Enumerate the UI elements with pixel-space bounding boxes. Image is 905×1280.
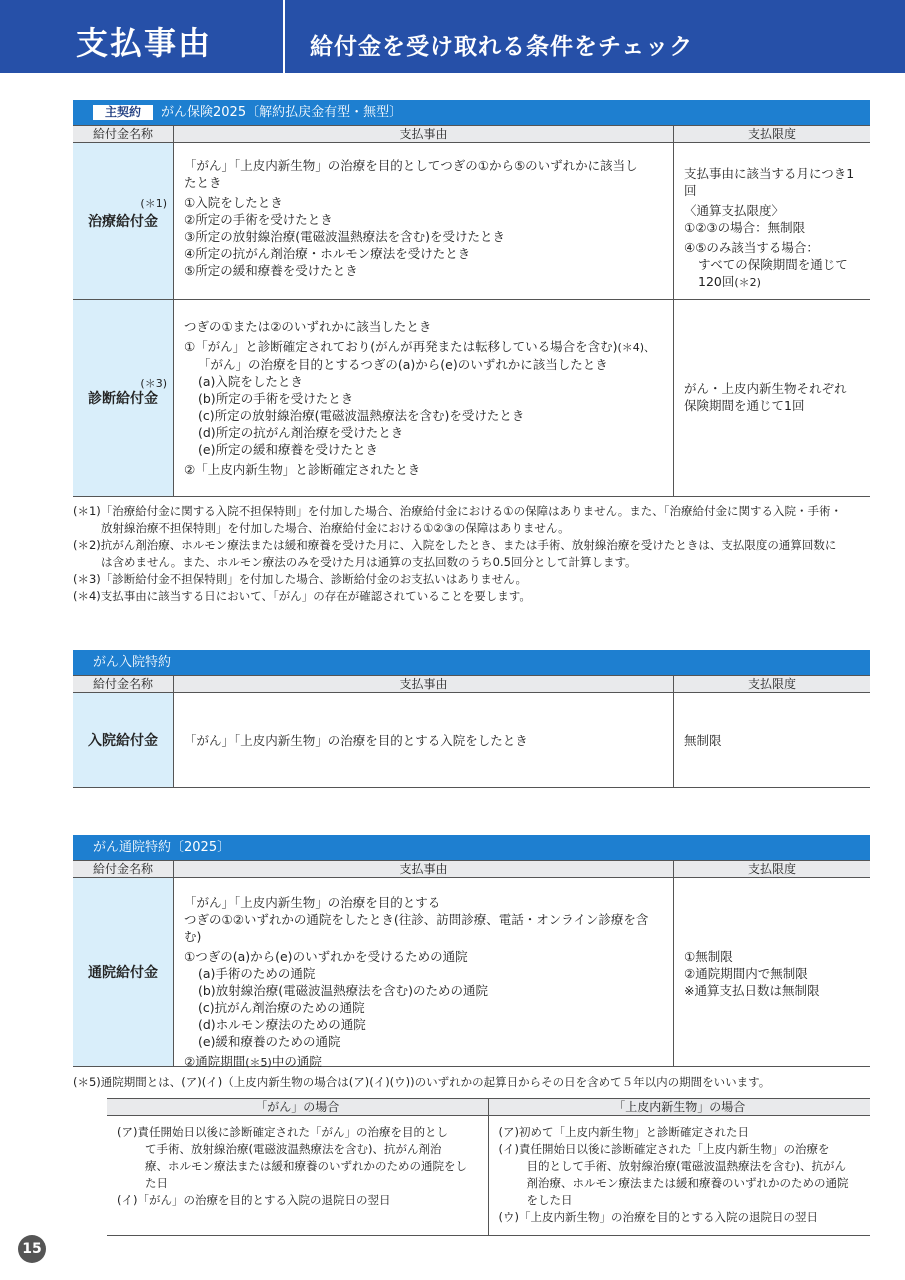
text-line: ②「上皮内新生物」と診断確定されたとき bbox=[184, 462, 421, 477]
benefit-name-text: 診断給付金 bbox=[88, 391, 158, 407]
text-line: 保険期間を通じて1回 bbox=[684, 398, 805, 413]
text-line: 「がん」「上皮内新生物」の治療を目的とする bbox=[184, 895, 441, 910]
text-line: をした日 bbox=[526, 1193, 573, 1207]
contract-tag: 主契約 bbox=[93, 105, 153, 120]
benefit-name bbox=[73, 300, 174, 496]
cancer-cell bbox=[107, 1116, 489, 1235]
text-line: 支払事由に該当する月につき1回 bbox=[684, 166, 855, 198]
text-line: つぎの①または②のいずれかに該当したとき bbox=[184, 319, 432, 334]
text-line: つぎの①②いずれかの通院をしたとき(往診、訪問診療、電話・オンライン診療を含む) bbox=[184, 912, 649, 944]
col-name: 給付金名称 bbox=[73, 861, 174, 877]
section-subtitle: 給付金を受け取れる条件をチェック bbox=[310, 34, 694, 60]
footnote-ref: (＊3) bbox=[140, 377, 167, 390]
footnote-ref: (＊2) bbox=[734, 276, 761, 289]
table-header bbox=[73, 125, 870, 143]
text-line: ②所定の手術を受けたとき bbox=[184, 212, 333, 227]
text-line: ④所定の抗がん剤治療・ホルモン療法を受けたとき bbox=[184, 246, 471, 261]
text-segment: 中の通院 bbox=[271, 1054, 322, 1069]
text-line: 剤治療、ホルモン療法または緩和療養のいずれかのための通院 bbox=[526, 1176, 849, 1190]
table-row bbox=[107, 1116, 870, 1236]
outpatient-rider-table bbox=[73, 835, 870, 1067]
col-limit: 支払限度 bbox=[747, 677, 796, 691]
footnote-ref: (＊5) bbox=[245, 1056, 272, 1069]
footnote-ref: (＊4)、 bbox=[617, 341, 656, 354]
table-header bbox=[73, 675, 870, 693]
table-title-text: がん保険2025〔解約払戻金有型・無型〕 bbox=[161, 105, 403, 120]
text-line: (e)緩和療養のための通院 bbox=[198, 1034, 341, 1049]
text-line: (ア)初めて「上皮内新生物」と診断確定された日 bbox=[498, 1125, 749, 1139]
table-header bbox=[107, 1098, 870, 1116]
text-line: すべての保険期間を通じて bbox=[698, 257, 848, 272]
benefit-reason bbox=[174, 878, 674, 1069]
benefit-reason bbox=[174, 143, 674, 299]
text-line: (a)手術のための通院 bbox=[198, 966, 316, 981]
benefit-limit bbox=[674, 300, 870, 496]
table-header bbox=[73, 860, 870, 878]
benefit-reason: 「がん」「上皮内新生物」の治療を目的とする入院をしたとき bbox=[174, 693, 674, 787]
text-line: て手術、放射線治療(電磁波温熱療法を含む)、抗がん剤治 bbox=[145, 1142, 442, 1156]
benefit-name: 通院給付金 bbox=[73, 878, 174, 1066]
footnote: (＊5)通院期間とは、(ア)(イ)（上皮内新生物の場合は(ア)(イ)(ウ))のいずれかの起算日からその日を含めて５年以内の期間をいいます。 bbox=[73, 1075, 771, 1089]
text-line: 療、ホルモン療法または緩和療養のいずれかのための通院をし bbox=[145, 1159, 467, 1173]
footnote: は含めません。また、ホルモン療法のみを受けた月は通算の支払回数のうち0.5回分として計算します。 bbox=[101, 555, 637, 569]
col-reason: 支払事由 bbox=[174, 676, 674, 692]
benefit-limit bbox=[674, 143, 870, 299]
col-name: 給付金名称 bbox=[73, 126, 174, 142]
footnote: (＊4)支払事由に該当する日において、「がん」の存在が確認されていることを要します。 bbox=[73, 589, 531, 603]
table-row bbox=[73, 693, 870, 788]
text-line: (イ)「がん」の治療を目的とする入院の退院日の翌日 bbox=[117, 1193, 391, 1207]
text-line: ①つぎの(a)から(e)のいずれかを受けるための通院 bbox=[184, 949, 468, 964]
benefit-name: 入院給付金 bbox=[73, 693, 174, 787]
text-segment: ①「がん」と診断確定されており(がんが再発または転移している場合を含む) bbox=[184, 339, 618, 354]
footnote: 放射線治療不担保特則」を付加した場合、治療給付金における①②③の保障はありません。 bbox=[101, 521, 570, 535]
section-title: 支払事由 bbox=[76, 24, 213, 62]
table-title: がん通院特約〔2025〕 bbox=[73, 835, 870, 860]
text-line bbox=[184, 338, 663, 356]
text-line: (b)放射線治療(電磁波温熱療法を含む)のための通院 bbox=[198, 983, 488, 998]
col-cancer: 「がん」の場合 bbox=[107, 1099, 489, 1115]
table-title: がん入院特約 bbox=[73, 650, 870, 675]
header-divider bbox=[283, 0, 285, 73]
text-line: (イ)責任開始日以後に診断確定された「上皮内新生物」の治療を bbox=[498, 1142, 830, 1156]
benefit-name bbox=[73, 143, 174, 299]
text-line: (d)所定の抗がん剤治療を受けたとき bbox=[198, 425, 404, 440]
text-line: 目的として手術、放射線治療(電磁波温熱療法を含む)、抗がん bbox=[526, 1159, 846, 1173]
col-intraepithelial: 「上皮内新生物」の場合 bbox=[613, 1100, 746, 1114]
page-number: 15 bbox=[18, 1235, 46, 1263]
page-header bbox=[0, 0, 905, 73]
table-title bbox=[73, 100, 870, 125]
col-reason: 支払事由 bbox=[174, 126, 674, 142]
footnote: (＊1)「治療給付金に関する入院不担保特則」を付加した場合、治療給付金における①の保障はありません。また、「治療給付金に関する入院・手術・ bbox=[73, 504, 843, 518]
table-row bbox=[73, 300, 870, 497]
footnotes bbox=[73, 503, 873, 605]
text-segment: ②通院期間 bbox=[184, 1054, 246, 1069]
text-line: (e)所定の緩和療養を受けたとき bbox=[198, 442, 378, 457]
text-line: ※通算支払日数は無制限 bbox=[684, 983, 820, 998]
text-line: ⑤所定の緩和療養を受けたとき bbox=[184, 263, 358, 278]
col-limit: 支払限度 bbox=[747, 127, 796, 141]
footnote: (＊2)抗がん剤治療、ホルモン療法または緩和療養を受けた月に、入院をしたとき、または手術、放射線治療を受けたときは、支払限度の通算回数に bbox=[73, 538, 837, 552]
text-line: (b)所定の手術を受けたとき bbox=[198, 391, 354, 406]
table-row bbox=[73, 143, 870, 300]
text-line: 「がん」の治療を目的とするつぎの(a)から(e)のいずれかに該当したとき bbox=[198, 357, 608, 372]
intraepithelial-cell bbox=[489, 1116, 871, 1235]
col-limit: 支払限度 bbox=[747, 862, 796, 876]
hospital-rider-table bbox=[73, 650, 870, 788]
text-line: ①無制限 bbox=[684, 949, 733, 964]
text-line: 「がん」「上皮内新生物」の治療を目的としてつぎの①から⑤のいずれかに該当し bbox=[184, 158, 638, 173]
benefit-limit bbox=[674, 878, 870, 1066]
benefit-reason bbox=[174, 300, 674, 496]
text-line: (a)入院をしたとき bbox=[198, 374, 303, 389]
text-line: (ウ)「上皮内新生物」の治療を目的とする入院の退院日の翌日 bbox=[498, 1210, 818, 1224]
text-line: た日 bbox=[145, 1176, 168, 1190]
footnote-ref: (＊1) bbox=[140, 197, 167, 210]
col-name: 給付金名称 bbox=[73, 676, 174, 692]
text-line: 〈通算支払限度〉 bbox=[684, 203, 785, 218]
text-line: ④⑤のみ該当する場合： bbox=[684, 240, 819, 255]
benefit-limit: 無制限 bbox=[684, 732, 722, 748]
text-line: (c)抗がん剤治療のための通院 bbox=[198, 1000, 365, 1015]
col-reason: 支払事由 bbox=[174, 861, 674, 877]
period-table bbox=[107, 1098, 870, 1236]
text-line: たとき bbox=[184, 175, 222, 190]
text-line bbox=[684, 273, 860, 291]
text-line: ①②③の場合：無制限 bbox=[684, 220, 806, 235]
text-line: (c)所定の放射線治療(電磁波温熱療法を含む)を受けたとき bbox=[198, 408, 525, 423]
text-line: ②通院期間内で無制限 bbox=[684, 966, 808, 981]
text-segment: 120回 bbox=[698, 274, 735, 289]
text-line: ③所定の放射線治療(電磁波温熱療法を含む)を受けたとき bbox=[184, 229, 505, 244]
text-line: (ア)責任開始日以後に診断確定された「がん」の治療を目的とし bbox=[117, 1125, 448, 1139]
text-line: がん・上皮内新生物それぞれ bbox=[684, 381, 847, 396]
footnote: (＊3)「診断給付金不担保特則」を付加した場合、診断給付金のお支払いはありません。 bbox=[73, 572, 527, 586]
text-line: (d)ホルモン療法のための通院 bbox=[198, 1017, 366, 1032]
benefit-name-text: 治療給付金 bbox=[88, 214, 158, 230]
main-contract-table bbox=[73, 100, 870, 497]
text-line: ①入院をしたとき bbox=[184, 195, 283, 210]
text-line bbox=[184, 1053, 663, 1071]
table-row bbox=[73, 878, 870, 1067]
